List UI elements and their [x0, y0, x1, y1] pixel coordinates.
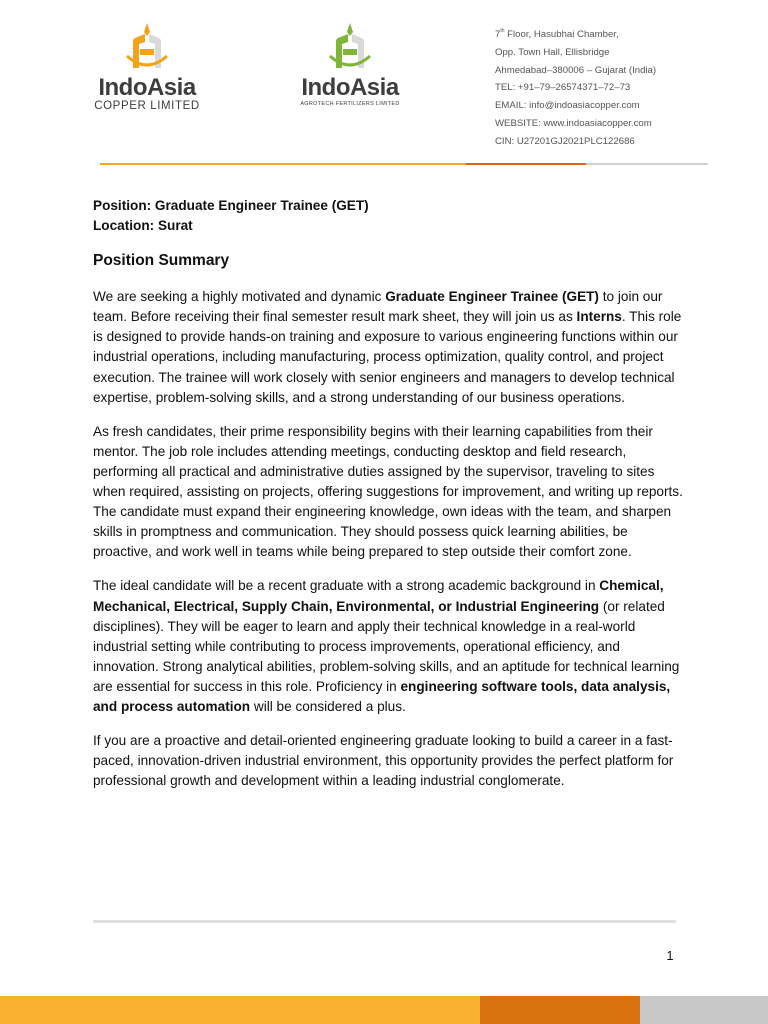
position-line: Position: Graduate Engineer Trainee (GET): [93, 198, 369, 213]
address-line-3: Ahmedabad–380006 – Gujarat (India): [495, 64, 657, 76]
position-summary-heading: Position Summary: [93, 252, 230, 270]
footer-bar-orange: [480, 996, 640, 1024]
paragraph-1: We are seeking a highly motivated and dynamic Graduate Engineer Trainee (GET) to join our team. Before receiving their final semester result mark sheet, they will join us as Interns. This role is designed to provide hands-on training and exposure to various engineering functions within our industrial operations, including manufacturing, process optimization, quality control, and project execution. The trainee will work closely with senior engineers and managers to develop technical expertise, problem-solving skills, and a strong understanding of our business operations.: [93, 289, 682, 405]
page-number: 1: [666, 948, 674, 963]
indoasia-agrotech-logo: [294, 22, 406, 108]
agrotech-logo-subtitle: AGROTECH FERTILIZERS LIMITED: [300, 101, 400, 107]
footer-bar-grey: [640, 996, 768, 1024]
document-body: [93, 196, 683, 805]
floor-rest: Floor, Hasubhai Chamber,: [504, 29, 619, 40]
paragraph-3: The ideal candidate will be a recent graduate with a strong academic background in Chemical, Mechanical, Electrical, Supply Chain, Environmental, or Industrial Engineering (or related disciplines). They will be eager to learn and apply their technical knowledge in a real-world industrial setting while contributing to process improvements, operational efficiency, and innovation. Strong analytical abilities, problem-solving skills, and an aptitude for technical learning are essential for success in this role. Proficiency in engineering software tools, data analysis, and process automation will be considered a plus.: [93, 578, 680, 714]
header-rule-grey: [586, 163, 708, 165]
floor-number: 7: [495, 29, 501, 40]
header-rule-dark-orange: [466, 163, 586, 165]
copper-logo-mark-icon: [123, 22, 171, 74]
header-rule-orange: [100, 163, 466, 165]
company-address: [495, 26, 755, 151]
location-line: Location: Surat: [93, 218, 193, 234]
indoasia-copper-logo: [93, 22, 201, 112]
website: WEBSITE: www.indoasiacopper.com: [495, 117, 652, 129]
email: EMAIL: info@indoasiacopper.com: [495, 100, 640, 112]
address-line-2: Opp. Town Hall, Ellisbridge: [495, 46, 610, 58]
agrotech-logo-name: IndoAsia: [301, 74, 399, 101]
telephone: TEL: +91–79–26574371–72–73: [495, 82, 631, 94]
address-line-1: [495, 26, 755, 44]
cin-number: CIN: U27201GJ2021PLC122686: [495, 135, 635, 147]
floor-ordinal: th: [500, 28, 505, 34]
copper-logo-name: IndoAsia: [98, 74, 196, 101]
copper-logo-subtitle: COPPER LIMITED: [94, 100, 200, 112]
agrotech-logo-mark-icon: [326, 22, 374, 74]
footer-bar-yellow: [0, 996, 480, 1024]
paragraph-4: If you are a proactive and detail-oriented engineering graduate looking to build a career in a fast-paced, innovation-driven industrial environment, this opportunity provides the perfect platform for professional growth and development within a leading industrial conglomerate.: [93, 733, 674, 789]
footer-rule: [93, 920, 676, 923]
paragraph-2: As fresh candidates, their prime responsibility begins with their learning capabilities from their mentor. The job role includes attending meetings, conducting desktop and field research, performing all practical and administrative duties assigned by the supervisor, traveling to sites when required, assisting on projects, offering suggestions for improvement, and writing up reports. The candidate must expand their engineering knowledge, own ideas with the team, and sharpen skills in promptness and communication. They should possess quick learning abilities, be proactive, and work well in teams while being prepared to step outside their comfort zone.: [93, 423, 683, 560]
